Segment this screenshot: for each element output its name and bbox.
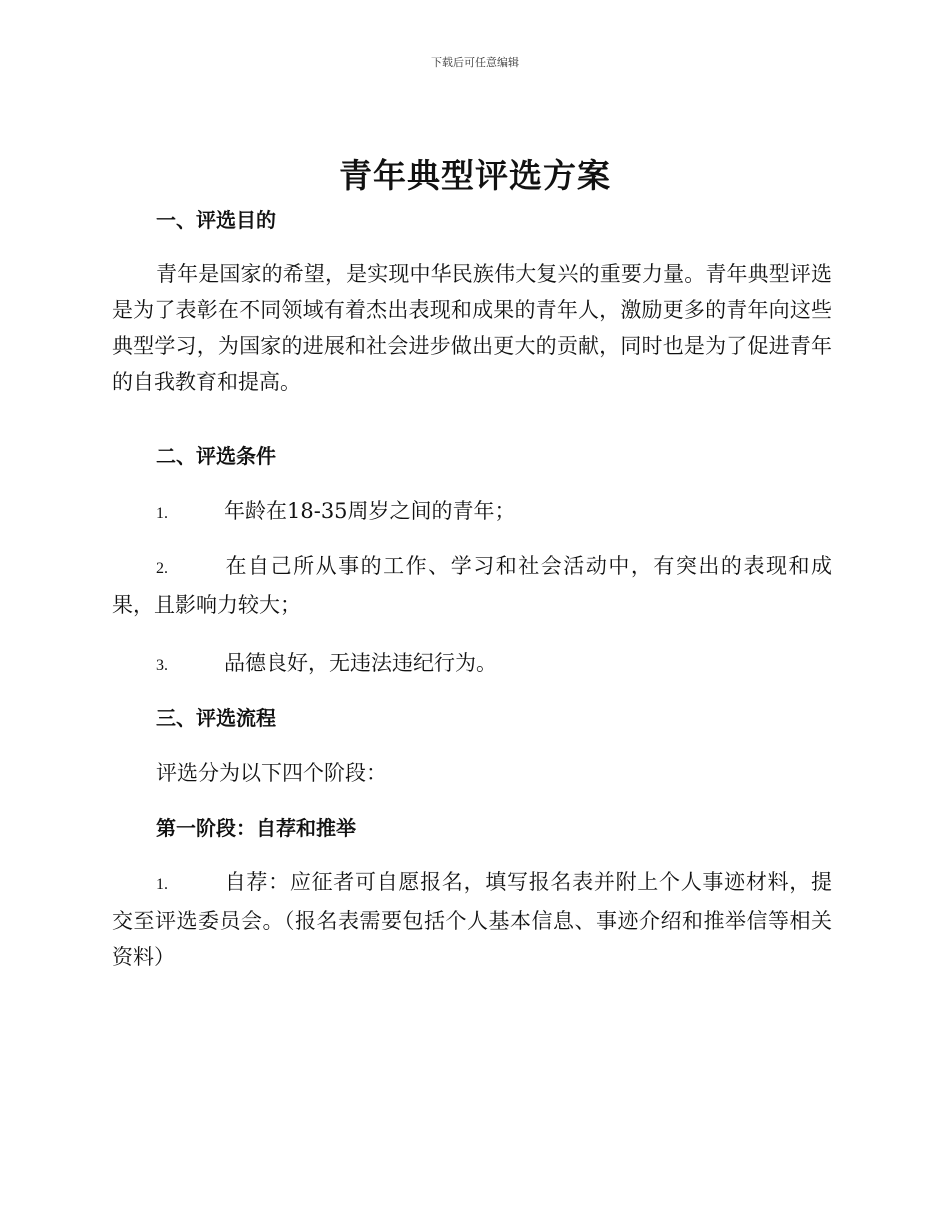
section-heading-purpose: 一、评选目的: [156, 208, 276, 232]
list-item: [112, 548, 832, 623]
process-intro: 评选分为以下四个阶段：: [156, 761, 387, 785]
section-heading-process: 三、评选流程: [156, 706, 276, 730]
list-item-text: 在自己所从事的工作、学习和社会活动中，有突出的表现和成果，且影响力较大；: [112, 554, 832, 617]
list-item: [112, 645, 832, 684]
list-item-text: 品德良好，无违法违纪行为。: [224, 651, 497, 675]
list-item-number: 3.: [156, 657, 168, 674]
document-title: 青年典型评选方案: [339, 156, 611, 195]
list-item-text: 年龄在18-35周岁之间的青年；: [224, 499, 516, 523]
list-item-number: 2.: [156, 560, 168, 577]
list-item: [112, 864, 832, 975]
section-heading-conditions: 二、评选条件: [156, 444, 276, 468]
list-item-text: 自荐：应征者可自愿报名，填写报名表并附上个人事迹材料，提交至评选委员会。（报名表需要包括个人基本信息、事迹介绍和推举信等相关资料）: [112, 870, 832, 969]
list-item: [112, 493, 832, 532]
list-item-number: 1.: [156, 876, 168, 893]
list-item-number: 1.: [156, 505, 168, 522]
section-paragraph-purpose: 青年是国家的希望，是实现中华民族伟大复兴的重要力量。青年典型评选是为了表彰在不同领域有着杰出表现和成果的青年人，激励更多的青年向这些典型学习，为国家的进展和社会进步做出更大的贡献，同时也是为了促进青年的自我教育和提高。: [112, 262, 832, 394]
stage-heading: 第一阶段：自荐和推举: [156, 816, 356, 840]
header-note: 下载后可任意编辑: [431, 56, 519, 69]
